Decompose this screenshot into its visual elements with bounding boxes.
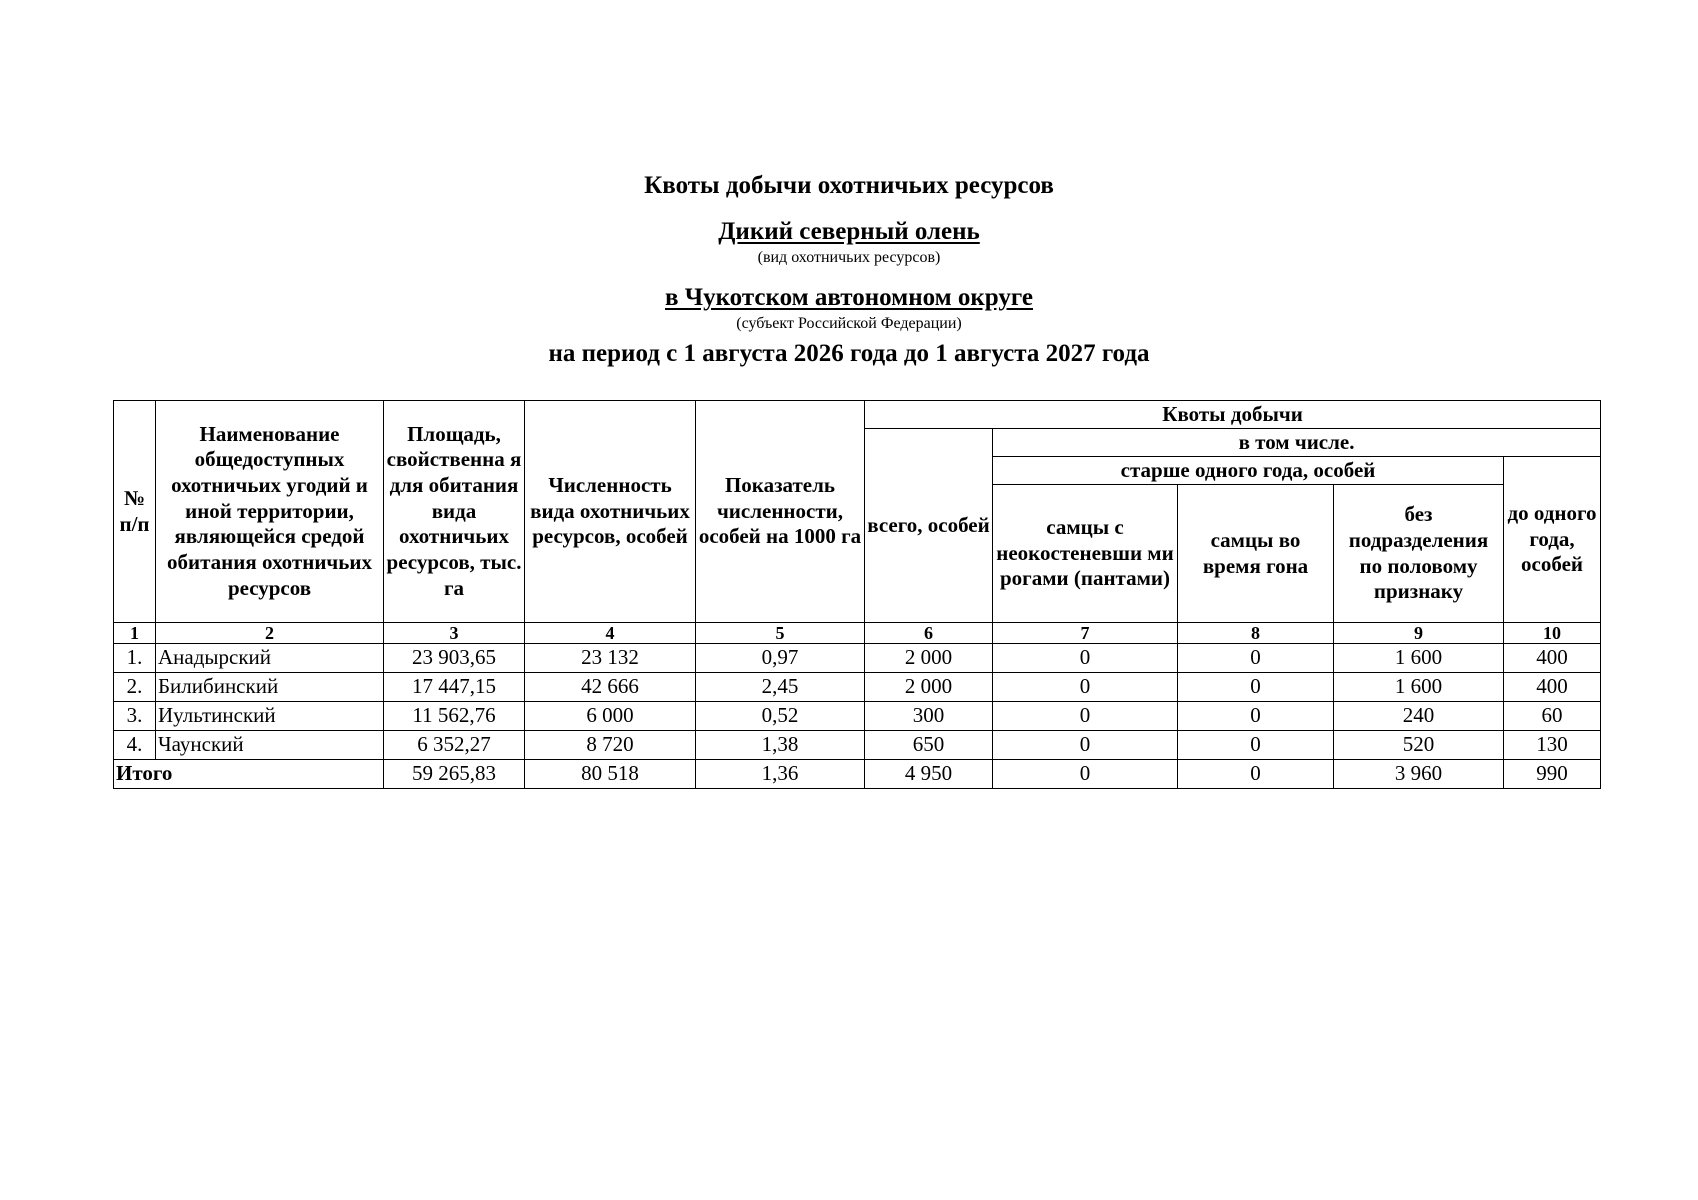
column-number: 6 bbox=[865, 623, 993, 644]
column-number: 10 bbox=[1504, 623, 1601, 644]
total-males-rut: 0 bbox=[1178, 760, 1334, 789]
header-males-rut: самцы во время гона bbox=[1178, 485, 1334, 623]
header-older-group: старше одного года, особей bbox=[993, 457, 1504, 485]
column-number-row bbox=[114, 623, 1601, 644]
row-total: 300 bbox=[865, 702, 993, 731]
row-males-antlers: 0 bbox=[993, 644, 1178, 673]
row-density: 1,38 bbox=[696, 731, 865, 760]
header-area: Площадь, свойственна я для обитания вида охотничьих ресурсов, тыс. га bbox=[384, 401, 525, 623]
period-heading: на период с 1 августа 2026 года до 1 августа 2027 года bbox=[548, 340, 1150, 367]
row-under-one: 400 bbox=[1504, 673, 1601, 702]
header-no-sex-division: без подразделения по половому признаку bbox=[1334, 485, 1504, 623]
row-area: 17 447,15 bbox=[384, 673, 525, 702]
total-population: 80 518 bbox=[525, 760, 696, 789]
total-no-sex: 3 960 bbox=[1334, 760, 1504, 789]
row-name: Билибинский bbox=[156, 673, 384, 702]
column-number: 2 bbox=[156, 623, 384, 644]
table-row bbox=[114, 731, 1601, 760]
row-density: 0,97 bbox=[696, 644, 865, 673]
total-quota: 4 950 bbox=[865, 760, 993, 789]
column-number: 3 bbox=[384, 623, 525, 644]
column-number: 7 bbox=[993, 623, 1178, 644]
row-males-rut: 0 bbox=[1178, 673, 1334, 702]
row-males-antlers: 0 bbox=[993, 702, 1178, 731]
row-total: 650 bbox=[865, 731, 993, 760]
row-index: 3. bbox=[114, 702, 156, 731]
header-density: Показатель численности, особей на 1000 га bbox=[696, 401, 865, 623]
species-heading bbox=[0, 218, 1698, 246]
row-males-rut: 0 bbox=[1178, 644, 1334, 673]
total-label: Итого bbox=[114, 760, 384, 789]
header-quota-group: Квоты добычи bbox=[865, 401, 1601, 429]
column-number: 8 bbox=[1178, 623, 1334, 644]
row-index: 2. bbox=[114, 673, 156, 702]
table-row bbox=[114, 673, 1601, 702]
row-name: Анадырский bbox=[156, 644, 384, 673]
table-row bbox=[114, 702, 1601, 731]
column-number: 1 bbox=[114, 623, 156, 644]
row-name: Иультинский bbox=[156, 702, 384, 731]
column-number: 4 bbox=[525, 623, 696, 644]
row-no-sex: 520 bbox=[1334, 731, 1504, 760]
document-title: Квоты добычи охотничьих ресурсов bbox=[644, 172, 1054, 199]
species-name: Дикий северный олень bbox=[718, 218, 980, 245]
row-index: 4. bbox=[114, 731, 156, 760]
total-row bbox=[114, 760, 1601, 789]
row-total: 2 000 bbox=[865, 673, 993, 702]
row-no-sex: 240 bbox=[1334, 702, 1504, 731]
total-density: 1,36 bbox=[696, 760, 865, 789]
row-area: 11 562,76 bbox=[384, 702, 525, 731]
column-number: 9 bbox=[1334, 623, 1504, 644]
header-males-antlers: самцы с неокостеневши ми рогами (пантами) bbox=[993, 485, 1178, 623]
row-density: 2,45 bbox=[696, 673, 865, 702]
row-population: 23 132 bbox=[525, 644, 696, 673]
row-population: 6 000 bbox=[525, 702, 696, 731]
total-males-antlers: 0 bbox=[993, 760, 1178, 789]
species-caption: (вид охотничьих ресурсов) bbox=[757, 249, 941, 266]
row-under-one: 400 bbox=[1504, 644, 1601, 673]
row-population: 8 720 bbox=[525, 731, 696, 760]
row-males-rut: 0 bbox=[1178, 731, 1334, 760]
total-area: 59 265,83 bbox=[384, 760, 525, 789]
header-including: в том числе. bbox=[993, 429, 1601, 457]
total-under-one: 990 bbox=[1504, 760, 1601, 789]
region-caption: (субъект Российской Федерации) bbox=[736, 315, 962, 332]
header-under-one-year: до одного года, особей bbox=[1504, 457, 1601, 623]
row-population: 42 666 bbox=[525, 673, 696, 702]
header-hunting-grounds: Наименование общедоступных охотничьих угодий и иной территории, являющейся средой обитания охотничьих ресурсов bbox=[156, 401, 384, 623]
header-number: № п/п bbox=[114, 401, 156, 623]
row-males-antlers: 0 bbox=[993, 731, 1178, 760]
row-no-sex: 1 600 bbox=[1334, 644, 1504, 673]
quota-table bbox=[113, 400, 1601, 789]
row-no-sex: 1 600 bbox=[1334, 673, 1504, 702]
row-area: 6 352,27 bbox=[384, 731, 525, 760]
row-area: 23 903,65 bbox=[384, 644, 525, 673]
header-total-quota: всего, особей bbox=[865, 429, 993, 623]
row-name: Чаунский bbox=[156, 731, 384, 760]
row-under-one: 60 bbox=[1504, 702, 1601, 731]
row-under-one: 130 bbox=[1504, 731, 1601, 760]
row-density: 0,52 bbox=[696, 702, 865, 731]
column-number: 5 bbox=[696, 623, 865, 644]
header-population: Численность вида охотничьих ресурсов, особей bbox=[525, 401, 696, 623]
row-males-antlers: 0 bbox=[993, 673, 1178, 702]
row-males-rut: 0 bbox=[1178, 702, 1334, 731]
table-row bbox=[114, 644, 1601, 673]
region-name: в Чукотском автономном округе bbox=[665, 284, 1033, 311]
row-index: 1. bbox=[114, 644, 156, 673]
region-heading bbox=[0, 284, 1698, 312]
row-total: 2 000 bbox=[865, 644, 993, 673]
